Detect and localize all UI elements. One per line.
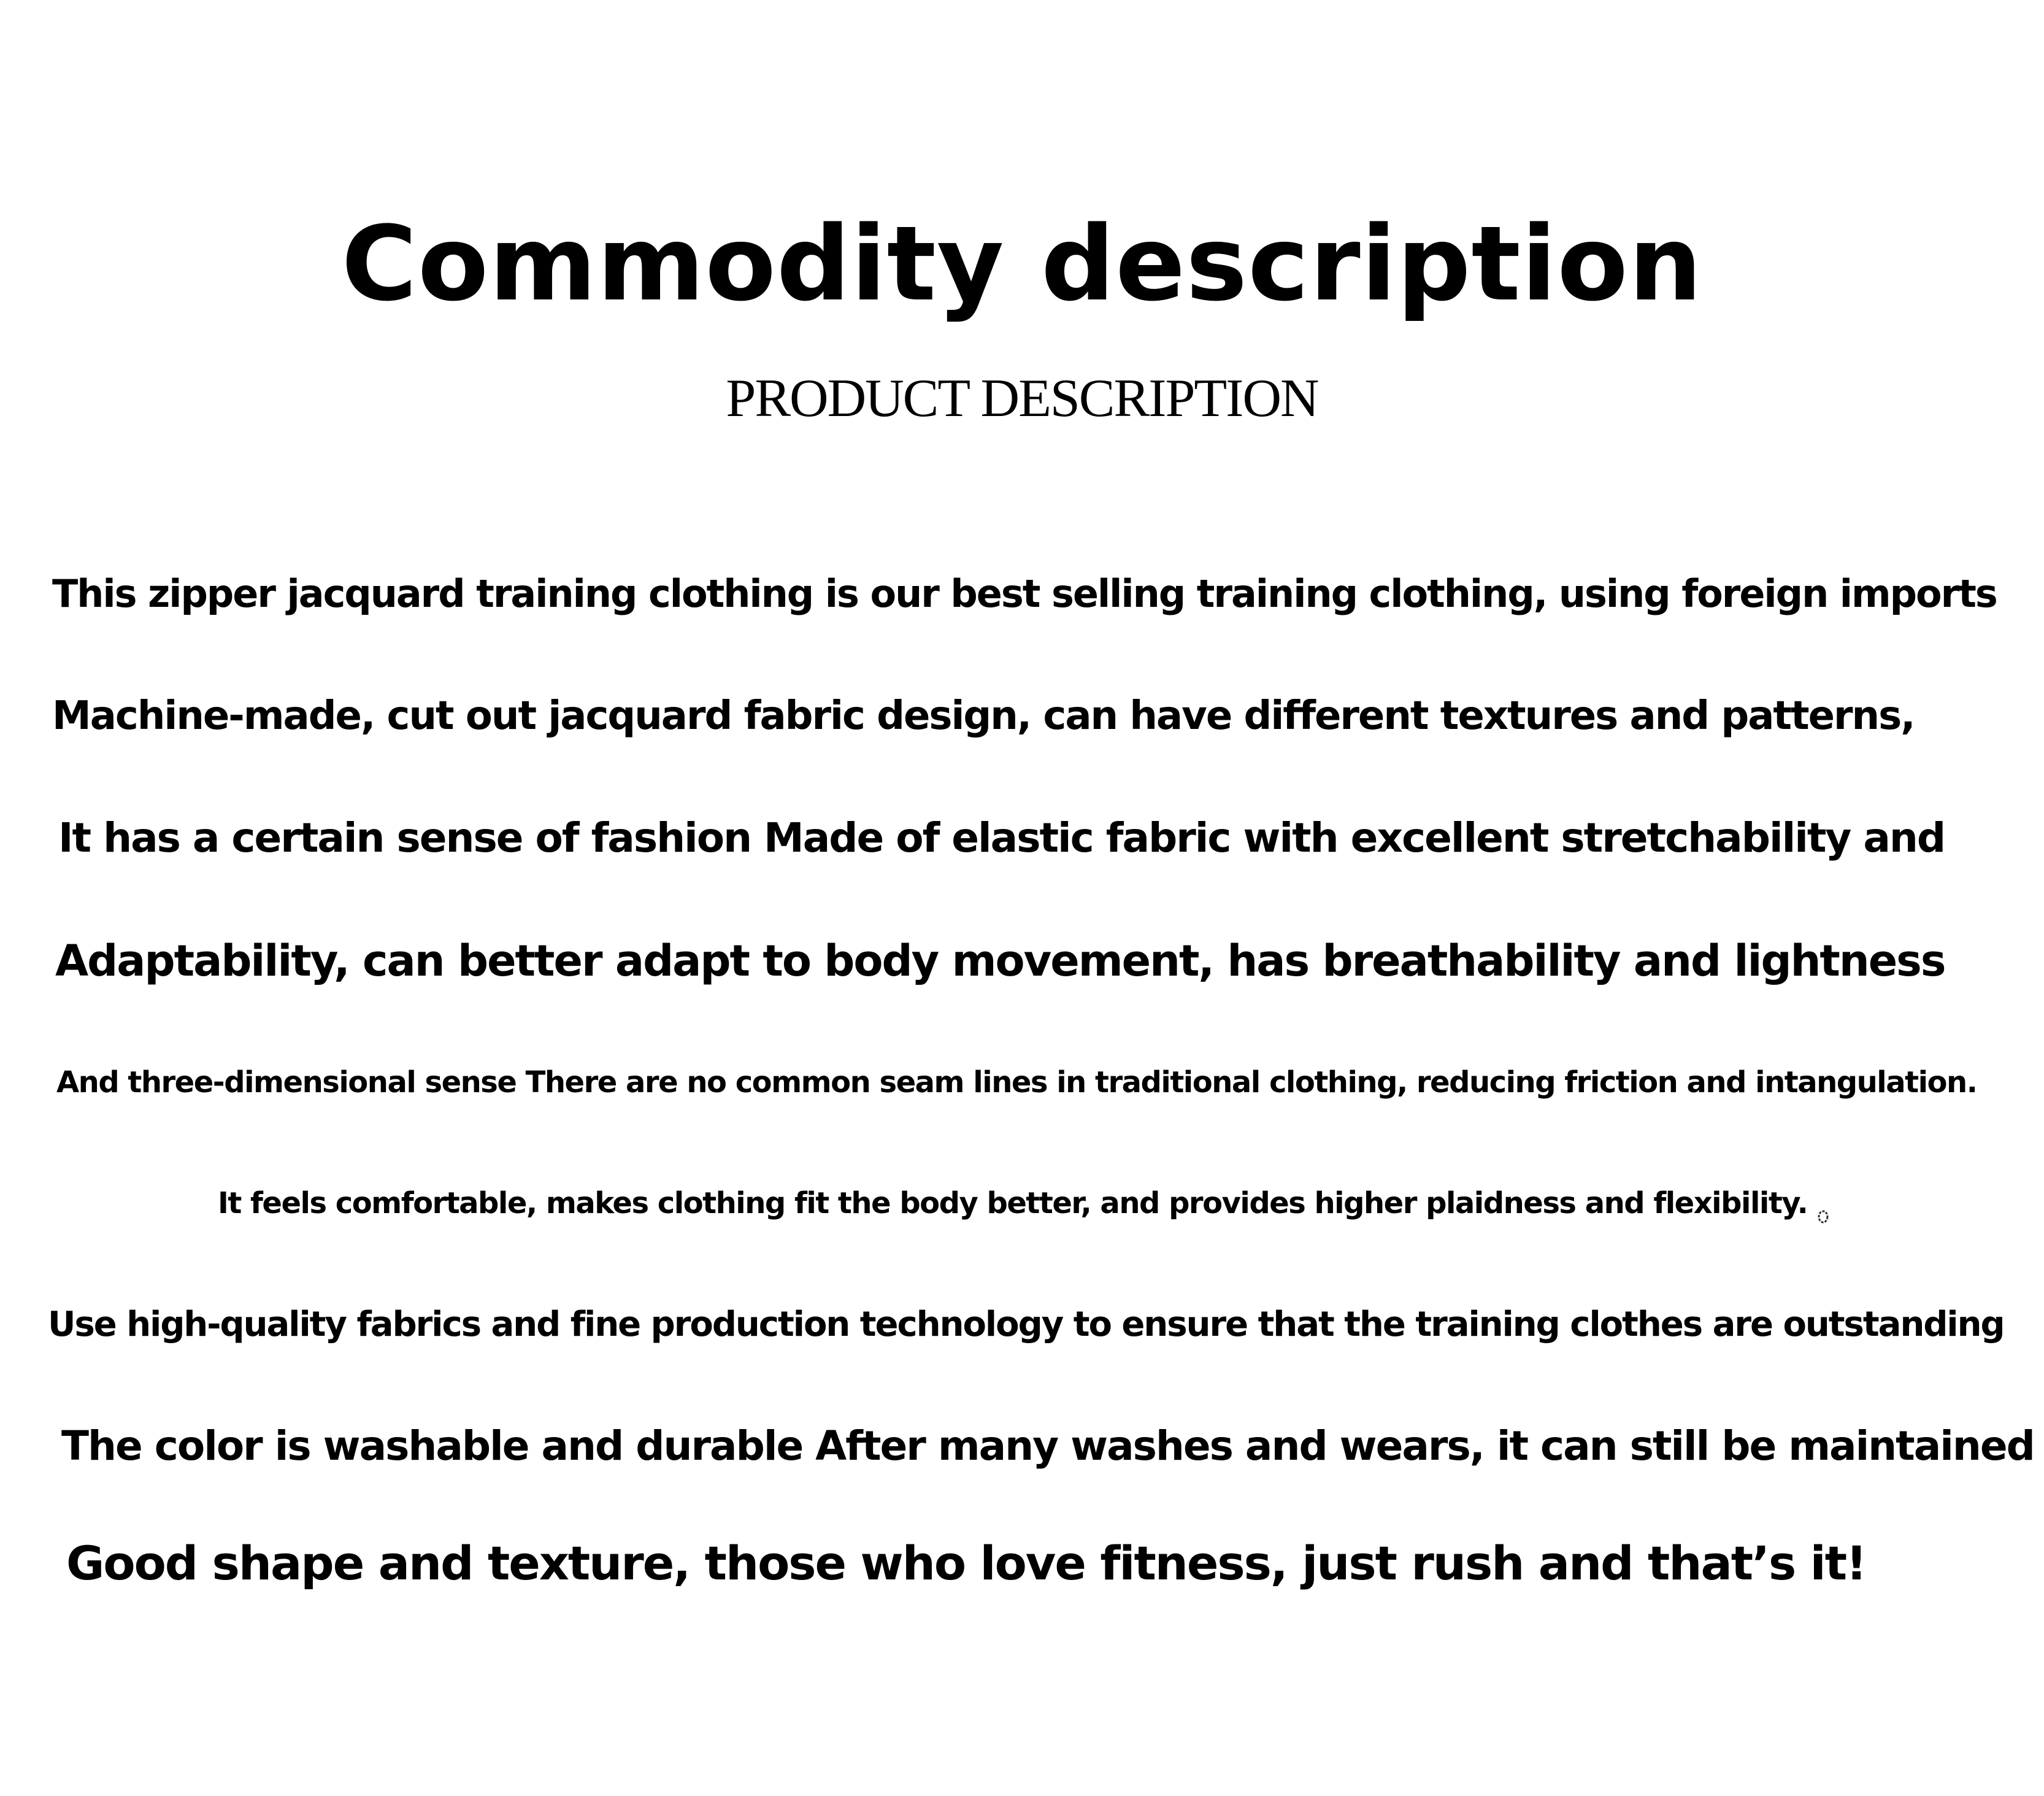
description-line-6: It feels comfortable, makes clothing fit the body better, and provides higher plaidness and flexibility. <box>218 1186 1808 1220</box>
description-line-5: And three-dimensional sense There are no common seam lines in traditional clothing, reducing friction and intangulation. <box>56 1065 1977 1100</box>
description-line-2: Machine-made, cut out jacquard fabric design, can have different textures and patterns, <box>52 693 1915 739</box>
page-subtitle: PRODUCT DESCRIPTION <box>726 369 1318 428</box>
page-title: Commodity description <box>341 204 1703 324</box>
loading-spinner-icon <box>1817 1208 1829 1225</box>
description-line-8: The color is washable and durable After many washes and wears, it can still be maintained <box>61 1422 2034 1470</box>
description-line-3: It has a certain sense of fashion Made of elastic fabric with excellent stretchability and <box>58 814 1945 861</box>
description-line-7: Use high-quality fabrics and fine production technology to ensure that the training clothes are outstanding <box>48 1305 2004 1344</box>
description-line-1: This zipper jacquard training clothing is our best selling training clothing, using foreign imports <box>52 571 1997 616</box>
description-line-9: Good shape and texture, those who love fitness, just rush and that’s it! <box>66 1536 1866 1590</box>
description-line-4: Adaptability, can better adapt to body movement, has breathability and lightness <box>55 936 1945 986</box>
